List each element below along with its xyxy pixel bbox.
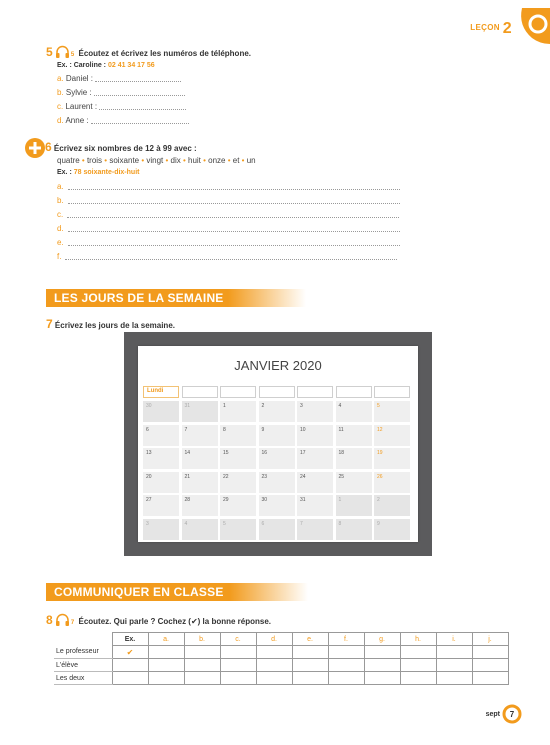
calendar-day-cell: 27 [143, 495, 179, 516]
day-name-cell[interactable] [374, 386, 410, 398]
answer-blank[interactable] [99, 102, 186, 110]
answer-cell[interactable] [256, 646, 292, 659]
calendar-day-cell: 3 [297, 401, 333, 422]
exercise-number: 7 [46, 317, 53, 331]
lesson-number: 2 [502, 20, 512, 37]
example-answer: 02 41 34 17 56 [107, 62, 155, 69]
day-name-cell[interactable] [336, 386, 372, 398]
exercise-5-heading [46, 45, 251, 59]
day-name-cell[interactable] [259, 386, 295, 398]
answer-line [57, 116, 189, 125]
answer-cell[interactable] [364, 659, 400, 672]
example-answer: 78 soixante-dix-huit [73, 169, 140, 176]
calendar-day-cell: 9 [374, 519, 410, 540]
exercise-number: 8 [46, 613, 53, 627]
answer-line [57, 196, 400, 205]
table-row [54, 672, 508, 685]
answer-line [57, 224, 400, 233]
calendar-day-cell: 5 [220, 519, 256, 540]
item-letter: f. [57, 252, 62, 261]
answer-blank[interactable] [68, 196, 400, 204]
calendar-day-cell: 9 [259, 425, 295, 446]
column-header: g. [364, 633, 400, 646]
check-mark: ✔ [112, 646, 148, 659]
headphones-icon [55, 613, 70, 627]
item-name: Sylvie : [65, 88, 92, 97]
calendar-day-cell: 18 [336, 448, 372, 469]
column-header: b. [184, 633, 220, 646]
calendar-day-cell: 6 [143, 425, 179, 446]
answer-blank[interactable] [95, 74, 181, 82]
answer-cell[interactable] [256, 659, 292, 672]
calendar-day-cell: 8 [336, 519, 372, 540]
word-list [57, 156, 256, 165]
calendar-day-cell: 7 [182, 425, 218, 446]
answer-cell[interactable] [400, 672, 436, 685]
answer-blank[interactable] [68, 238, 400, 246]
answer-cell[interactable] [148, 672, 184, 685]
item-letter: e. [57, 238, 64, 247]
calendar-day-cell: 23 [259, 472, 295, 493]
item-letter: a. [57, 182, 64, 191]
row-label: Le professeur [54, 646, 112, 659]
word-separator: • [79, 156, 87, 165]
calendar-day-cell: 15 [220, 448, 256, 469]
word-separator: • [239, 156, 247, 165]
calendar-day-cell: 31 [297, 495, 333, 516]
calendar-day-cell: 4 [182, 519, 218, 540]
answer-line [57, 210, 399, 219]
calendar-day-cell: 25 [336, 472, 372, 493]
column-header: h. [400, 633, 436, 646]
headphones-icon [55, 45, 70, 59]
calendar-day-cell: 16 [259, 448, 295, 469]
word-item: soixante [109, 156, 140, 165]
answer-cell[interactable] [328, 646, 364, 659]
word-separator: • [225, 156, 233, 165]
calendar-title: JANVIER 2020 [234, 358, 322, 373]
answer-cell[interactable] [292, 672, 328, 685]
word-item: onze [208, 156, 226, 165]
calendar-day-cell: 21 [182, 472, 218, 493]
answer-cell[interactable] [400, 659, 436, 672]
exercise-number: 5 [46, 45, 53, 59]
answer-blank[interactable] [94, 88, 185, 96]
calendar-day-cell: 5 [374, 401, 410, 422]
answer-cell [112, 659, 148, 672]
exercise-instruction: Écrivez six nombres de 12 à 99 avec : [53, 144, 197, 153]
answer-cell[interactable] [292, 646, 328, 659]
answer-cell[interactable] [436, 646, 472, 659]
answer-blank[interactable] [68, 224, 400, 232]
answer-cell[interactable] [256, 672, 292, 685]
word-separator: • [139, 156, 147, 165]
column-header: Ex. [112, 633, 148, 646]
word-separator: • [180, 156, 188, 165]
answer-line [57, 88, 185, 97]
answer-cell [112, 672, 148, 685]
column-header: f. [328, 633, 364, 646]
column-header: i. [436, 633, 472, 646]
exercise-7-heading [46, 317, 175, 331]
calendar-day-cell: 12 [374, 425, 410, 446]
answer-cell[interactable] [220, 672, 256, 685]
page-number-badge [502, 704, 522, 724]
calendar-day-cell: 3 [143, 519, 179, 540]
exercise-number: 6 [45, 140, 52, 154]
day-name-cell[interactable] [182, 386, 218, 398]
row-label: Les deux [54, 672, 112, 685]
word-item: huit [188, 156, 201, 165]
calendar-day-cell: 2 [374, 495, 410, 516]
column-header: c. [220, 633, 256, 646]
calendar-day-cell: 11 [336, 425, 372, 446]
answer-cell[interactable] [436, 672, 472, 685]
page-number: 7 [509, 710, 515, 719]
word-separator: • [102, 156, 110, 165]
answer-cell[interactable] [148, 659, 184, 672]
answer-blank[interactable] [65, 252, 397, 260]
corner-arc-icon [508, 8, 550, 44]
word-item: un [246, 156, 256, 165]
exercise-instruction: Écoutez. Qui parle ? Cochez (✔) la bonne réponse. [78, 617, 272, 626]
word-separator: • [200, 156, 209, 165]
answer-cell[interactable] [472, 646, 508, 659]
track-number: 5 [70, 52, 75, 58]
word-separator: • [163, 156, 171, 165]
calendar-day-cell: 22 [220, 472, 256, 493]
calendar-day-cell: 7 [297, 519, 333, 540]
word-item: vingt [146, 156, 164, 165]
column-header: d. [256, 633, 292, 646]
calendar-day-cell: 17 [297, 448, 333, 469]
column-header: a. [148, 633, 184, 646]
answer-cell[interactable] [472, 672, 508, 685]
table-row [54, 646, 508, 659]
calendar-day-cell: 1 [220, 401, 256, 422]
plus-circle-icon [24, 137, 46, 159]
exercise-6-heading [45, 140, 197, 154]
calendar-day-cell: 4 [336, 401, 372, 422]
answer-cell[interactable] [148, 646, 184, 659]
answer-cell[interactable] [436, 659, 472, 672]
exercise-instruction: Écrivez les jours de la semaine. [54, 321, 175, 330]
row-label: L'élève [54, 659, 112, 672]
answer-cell[interactable] [400, 646, 436, 659]
column-header: j. [472, 633, 508, 646]
calendar-day-cell: 10 [297, 425, 333, 446]
exercise-instruction: Écoutez et écrivez les numéros de téléphone. [78, 49, 251, 58]
example-label: Ex. : [57, 169, 74, 176]
item-letter: c. [57, 210, 64, 219]
answer-line [57, 252, 397, 261]
day-name-cell: Lundi [143, 386, 179, 398]
lesson-label-text: LEÇON [470, 23, 500, 32]
answer-cell[interactable] [220, 659, 256, 672]
day-name-cell[interactable] [220, 386, 256, 398]
answer-cell[interactable] [328, 672, 364, 685]
answer-cell[interactable] [328, 659, 364, 672]
calendar-day-cell: 26 [374, 472, 410, 493]
item-letter: d. [57, 116, 64, 125]
item-letter: c. [57, 102, 64, 111]
calendar-day-cell: 30 [143, 401, 179, 422]
table-row [54, 659, 508, 672]
exercise-8-heading [46, 613, 271, 627]
calendar-day-cell: 20 [143, 472, 179, 493]
answer-cell[interactable] [184, 672, 220, 685]
answer-blank[interactable] [68, 182, 400, 190]
exercise-example [57, 62, 155, 69]
calendar-day-cell: 24 [297, 472, 333, 493]
item-letter: d. [57, 224, 64, 233]
word-item: dix [170, 156, 181, 165]
calendar-day-cell: 1 [336, 495, 372, 516]
item-letter: b. [57, 88, 64, 97]
answer-cell[interactable] [184, 659, 220, 672]
item-letter: a. [57, 74, 64, 83]
calendar-day-cell: 14 [182, 448, 218, 469]
calendar-day-cell: 31 [182, 401, 218, 422]
calendar-day-cell: 8 [220, 425, 256, 446]
table-corner [54, 633, 112, 646]
item-name: Anne : [65, 116, 89, 125]
column-header: e. [292, 633, 328, 646]
section-banner-days: LES JOURS DE LA SEMAINE [46, 289, 306, 307]
answer-cell[interactable] [184, 646, 220, 659]
calendar-day-cell: 28 [182, 495, 218, 516]
answer-line [57, 182, 400, 191]
page-word: sept [485, 711, 500, 718]
answer-blank[interactable] [91, 116, 189, 124]
exercise-example [57, 169, 139, 176]
answer-table [54, 632, 509, 685]
calendar-day-cell: 6 [259, 519, 295, 540]
answer-cell[interactable] [292, 659, 328, 672]
example-label: Ex. : Caroline : [57, 62, 108, 69]
answer-line [57, 74, 181, 83]
calendar-day-cell: 19 [374, 448, 410, 469]
calendar-day-cell: 13 [143, 448, 179, 469]
word-item: et [232, 156, 240, 165]
calendar-day-cell: 2 [259, 401, 295, 422]
section-banner-classroom: COMMUNIQUER EN CLASSE [46, 583, 308, 601]
answer-cell[interactable] [472, 659, 508, 672]
calendar-day-cell: 29 [220, 495, 256, 516]
word-item: quatre [57, 156, 80, 165]
answer-line [57, 238, 400, 247]
item-letter: b. [57, 196, 64, 205]
answer-cell[interactable] [220, 646, 256, 659]
answer-blank[interactable] [67, 210, 399, 218]
day-name-cell[interactable] [297, 386, 333, 398]
answer-cell[interactable] [364, 646, 400, 659]
lesson-label [470, 20, 512, 38]
item-name: Daniel : [65, 74, 94, 83]
word-item: trois [86, 156, 103, 165]
track-number: 7 [70, 620, 75, 626]
answer-cell[interactable] [364, 672, 400, 685]
calendar-day-cell: 30 [259, 495, 295, 516]
item-name: Laurent : [65, 102, 98, 111]
answer-line [57, 102, 186, 111]
